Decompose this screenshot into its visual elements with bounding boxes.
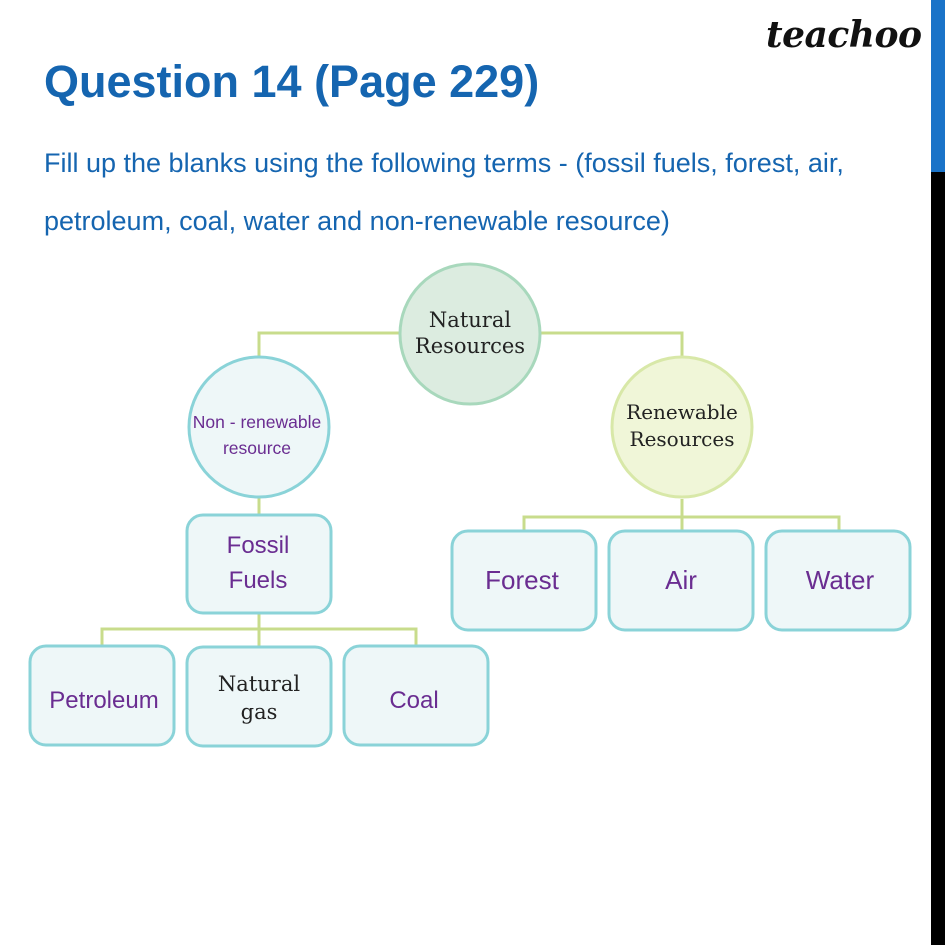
teachoo-logo: teachoo	[766, 14, 922, 56]
natural-resources-node	[400, 264, 540, 404]
non-renewable-label-line1: Non - renewable	[192, 412, 322, 432]
renewable-node	[612, 357, 752, 497]
air-node	[609, 531, 753, 630]
petroleum-node	[30, 646, 174, 745]
connector-root-right	[540, 333, 682, 357]
connector-root-left	[259, 333, 400, 357]
forest-label: Forest	[485, 565, 559, 595]
forest-node	[452, 531, 596, 630]
root-label-line2: Resources	[414, 334, 526, 358]
coal-label: Coal	[389, 687, 439, 714]
fossil-fuels-node	[187, 515, 331, 613]
natural-gas-node	[187, 647, 331, 746]
natural-gas-label-line2: gas	[240, 700, 278, 724]
question-text: Fill up the blanks using the following terms - (fossil fuels, forest, air, petroleum, coal, water and non-renewable resource)	[44, 148, 844, 236]
fossil-fuels-label-line2: Fuels	[228, 567, 288, 594]
water-label: Water	[805, 565, 875, 595]
non-renewable-node	[189, 357, 329, 497]
petroleum-label: Petroleum	[49, 687, 159, 714]
coal-node	[344, 646, 488, 745]
natural-gas-label-line1: Natural	[217, 672, 301, 696]
water-node	[766, 531, 910, 630]
root-label-line1: Natural	[428, 308, 512, 332]
air-label: Air	[665, 565, 697, 595]
non-renewable-label-line2: resource	[222, 438, 292, 458]
renewable-label-line2: Resources	[629, 427, 735, 451]
renewable-label-line1: Renewable	[626, 400, 738, 424]
page-title: Question 14 (Page 229)	[44, 56, 540, 107]
fossil-fuels-label-line1: Fossil	[226, 532, 290, 559]
